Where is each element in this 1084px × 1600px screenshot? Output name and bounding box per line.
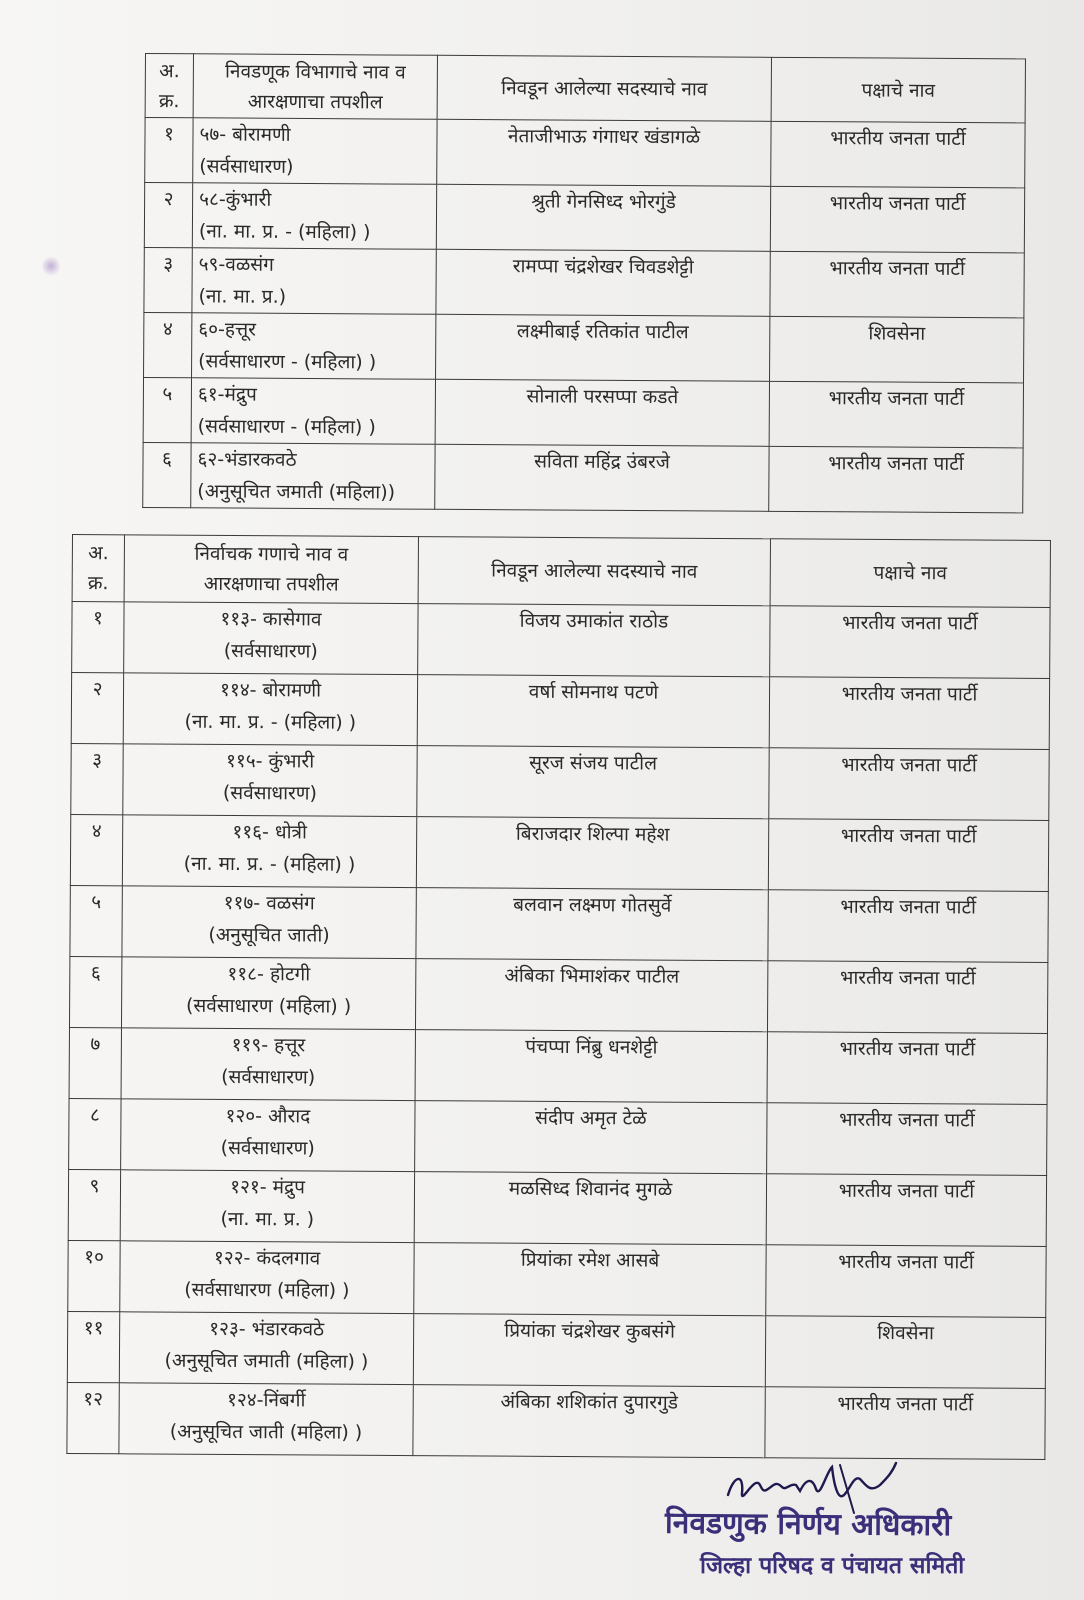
constituency-name: १२१- मंद्रुप: [230, 1175, 305, 1199]
party-name: भारतीय जनता पार्टी: [769, 748, 1049, 821]
constituency-name: १२०- औराद: [225, 1104, 311, 1128]
party-name: शिवसेना: [770, 316, 1024, 383]
party-name: भारतीय जनता पार्टी: [766, 1245, 1046, 1318]
member-name: वर्षा सोमनाथ पटणे: [417, 675, 769, 748]
header-member-name: निवडून आलेल्या सदस्याचे नाव: [437, 55, 771, 121]
constituency-name: ११७- वळसंग: [223, 891, 315, 915]
serial-number: ६: [69, 956, 121, 1027]
reservation-detail: (ना. मा. प्र.): [198, 285, 287, 308]
serial-number: ६: [143, 442, 191, 507]
member-name: श्रुती गेनसिध्द भोरगुंडे: [436, 184, 770, 251]
zilla-parishad-results-table: [142, 53, 1026, 513]
constituency-name: ५९-वळसंग: [198, 253, 274, 276]
header-constituency: निर्वाचक गणाचे नाव व आरक्षणाचा तपशील: [124, 535, 418, 604]
constituency-cell: [123, 744, 417, 817]
reservation-detail: (सर्वसाधारण): [222, 781, 318, 805]
panchayat-samiti-results-table: [66, 534, 1051, 1460]
party-name: भारतीय जनता पार्टी: [767, 961, 1047, 1034]
table-row: [143, 442, 1023, 512]
member-name: प्रियांका रमेश आसबे: [414, 1243, 766, 1316]
reservation-detail: (सर्वसाधारण (महिला) ): [185, 994, 352, 1018]
table-row: [144, 183, 1024, 253]
table-row: [70, 885, 1048, 962]
reservation-detail: (सर्वसाधारण): [199, 155, 294, 178]
constituency-name: १२४-निंबर्गी: [226, 1388, 306, 1412]
reservation-detail: (सर्वसाधारण - (महिला) ): [198, 350, 377, 374]
constituency-name: ६२-भंडारकवठे: [197, 448, 297, 471]
constituency-name: १२२- कंदलगाव: [213, 1246, 321, 1270]
serial-number: ४: [144, 312, 192, 377]
officer-subtitle: जिल्हा परिषद व पंचायत समिती: [700, 1552, 965, 1579]
serial-number: ३: [144, 247, 192, 312]
party-name: भारतीय जनता पार्टी: [768, 819, 1048, 892]
header-party-name: पक्षाचे नाव: [770, 539, 1050, 608]
constituency-name: ६०-हत्तूर: [198, 318, 256, 341]
header-serial: अ. क्र.: [145, 54, 193, 118]
table-row: [143, 377, 1023, 447]
table-row: [69, 956, 1047, 1033]
party-name: भारतीय जनता पार्टी: [765, 1387, 1045, 1460]
table-row: [71, 743, 1049, 820]
reservation-detail: (सर्वसाधारण (महिला) ): [184, 1278, 350, 1302]
reservation-detail: (अनुसूचित जाती): [208, 923, 330, 947]
party-name: भारतीय जनता पार्टी: [771, 121, 1025, 188]
constituency-cell: [121, 1099, 415, 1172]
reservation-detail: (ना. मा. प्र. - (महिला) ): [184, 710, 357, 734]
serial-number: १: [72, 602, 124, 673]
constituency-name: ५७- बोरामणी: [199, 123, 291, 146]
reservation-detail: (अनुसूचित जाती (महिला) ): [169, 1420, 363, 1444]
header-member-name: निवडून आलेल्या सदस्याचे नाव: [418, 537, 770, 606]
party-name: भारतीय जनता पार्टी: [769, 446, 1023, 513]
table-row: [69, 1098, 1047, 1175]
serial-number: ८: [69, 1098, 121, 1169]
member-name: सविता महिंद्र उंबरजे: [435, 444, 769, 511]
header-constituency: निवडणूक विभागाचे नाव व आरक्षणाचा तपशील: [193, 54, 437, 119]
member-name: सोनाली परसप्पा कडते: [435, 379, 769, 446]
table-row: [144, 247, 1024, 317]
reservation-detail: (अनुसूचित जमाती (महिला) ): [164, 1349, 369, 1373]
serial-number: ५: [70, 885, 122, 956]
constituency-name: ११९- हत्तूर: [231, 1033, 306, 1057]
constituency-cell: [192, 248, 436, 314]
reservation-detail: (सर्वसाधारण - (महिला) ): [197, 415, 376, 439]
serial-number: १०: [68, 1240, 120, 1311]
table-row: [67, 1382, 1045, 1459]
member-name: अंबिका भिमाशंकर पाटील: [415, 959, 767, 1032]
serial-number: ७: [69, 1027, 121, 1098]
serial-number: ९: [68, 1169, 120, 1240]
constituency-name: ११६- धोत्री: [232, 820, 308, 844]
member-name: नेताजीभाऊ गंगाधर खंडागळे: [437, 119, 771, 186]
member-name: बिराजदार शिल्पा महेश: [416, 817, 768, 890]
constituency-cell: [121, 957, 415, 1030]
reservation-detail: (सर्वसाधारण): [223, 639, 318, 663]
party-name: भारतीय जनता पार्टी: [769, 677, 1049, 750]
constituency-cell: [120, 1170, 414, 1243]
party-name: शिवसेना: [765, 1316, 1045, 1389]
table-row: [144, 312, 1024, 382]
header-serial: अ. क्र.: [72, 535, 124, 602]
party-name: भारतीय जनता पार्टी: [768, 890, 1048, 963]
table-header-row: [72, 535, 1050, 608]
constituency-name: ५८-कुंभारी: [199, 188, 272, 211]
table-row: [67, 1311, 1045, 1388]
table-row: [70, 814, 1048, 891]
constituency-name: ११३- कासेगाव: [220, 607, 322, 631]
serial-number: २: [71, 673, 123, 744]
party-name: भारतीय जनता पार्टी: [770, 606, 1050, 679]
party-name: भारतीय जनता पार्टी: [767, 1103, 1047, 1176]
member-name: मळसिध्द शिवानंद मुगळे: [414, 1172, 766, 1245]
reservation-detail: (सर्वसाधारण): [221, 1065, 316, 1089]
constituency-name: ११८- होटगी: [227, 962, 311, 986]
table-row: [72, 602, 1050, 679]
table-row: [68, 1240, 1046, 1317]
member-name: संदीप अमृत टेळे: [415, 1101, 767, 1174]
constituency-cell: [119, 1312, 413, 1385]
constituency-name: ११५- कुंभारी: [225, 749, 315, 773]
constituency-name: ६१-मंद्रुप: [197, 383, 257, 406]
party-name: भारतीय जनता पार्टी: [770, 186, 1024, 253]
constituency-cell: [192, 313, 436, 379]
constituency-cell: [191, 378, 435, 444]
reservation-detail: (अनुसूचित जमाती (महिला)): [197, 480, 396, 504]
table-row: [68, 1169, 1046, 1246]
constituency-cell: [120, 1241, 414, 1314]
constituency-cell: [122, 815, 416, 888]
serial-number: १२: [67, 1382, 119, 1453]
constituency-cell: [124, 602, 418, 675]
table-row: [145, 118, 1025, 188]
member-name: अंबिका शशिकांत दुपारगुडे: [413, 1385, 765, 1458]
constituency-cell: [123, 673, 417, 746]
reservation-detail: (सर्वसाधारण): [220, 1136, 315, 1160]
serial-number: ११: [67, 1311, 119, 1382]
constituency-cell: [191, 443, 435, 509]
constituency-name: १२३- भंडारकवठे: [209, 1317, 325, 1341]
member-name: विजय उमाकांत राठोड: [418, 604, 770, 677]
constituency-cell: [193, 118, 437, 184]
party-name: भारतीय जनता पार्टी: [769, 381, 1023, 448]
table-header-row: [145, 54, 1025, 123]
party-name: भारतीय जनता पार्टी: [767, 1032, 1047, 1105]
serial-number: २: [144, 183, 192, 248]
member-name: सूरज संजय पाटील: [417, 746, 769, 819]
constituency-cell: [121, 1028, 415, 1101]
officer-title: निवडणुक निर्णय अधिकारी: [664, 1505, 952, 1544]
serial-number: ३: [71, 743, 123, 814]
member-name: पंचप्पा निंब्रु धनशेट्टी: [415, 1030, 767, 1103]
constituency-cell: [192, 183, 436, 249]
serial-number: १: [145, 118, 193, 183]
constituency-cell: [119, 1383, 413, 1456]
header-party-name: पक्षाचे नाव: [771, 57, 1025, 123]
ink-smudge: [42, 255, 60, 277]
constituency-name: ११४- बोरामणी: [219, 678, 322, 702]
reservation-detail: (ना. मा. प्र. - (महिला) ): [183, 852, 356, 876]
party-name: भारतीय जनता पार्टी: [766, 1174, 1046, 1247]
member-name: रामप्पा चंद्रशेखर चिवडशेट्टी: [436, 249, 770, 316]
table-row: [69, 1027, 1047, 1104]
constituency-cell: [122, 886, 416, 959]
table-row: [71, 673, 1049, 750]
member-name: बलवान लक्ष्मण गोतसुर्वे: [416, 888, 768, 961]
reservation-detail: (ना. मा. प्र. ): [220, 1207, 315, 1231]
party-name: भारतीय जनता पार्टी: [770, 251, 1024, 318]
serial-number: ५: [143, 377, 191, 442]
serial-number: ४: [70, 814, 122, 885]
member-name: लक्ष्मीबाई रतिकांत पाटील: [436, 314, 770, 381]
member-name: प्रियांका चंद्रशेखर कुबसंगे: [413, 1314, 765, 1387]
reservation-detail: (ना. मा. प्र. - (महिला) ): [198, 220, 371, 244]
